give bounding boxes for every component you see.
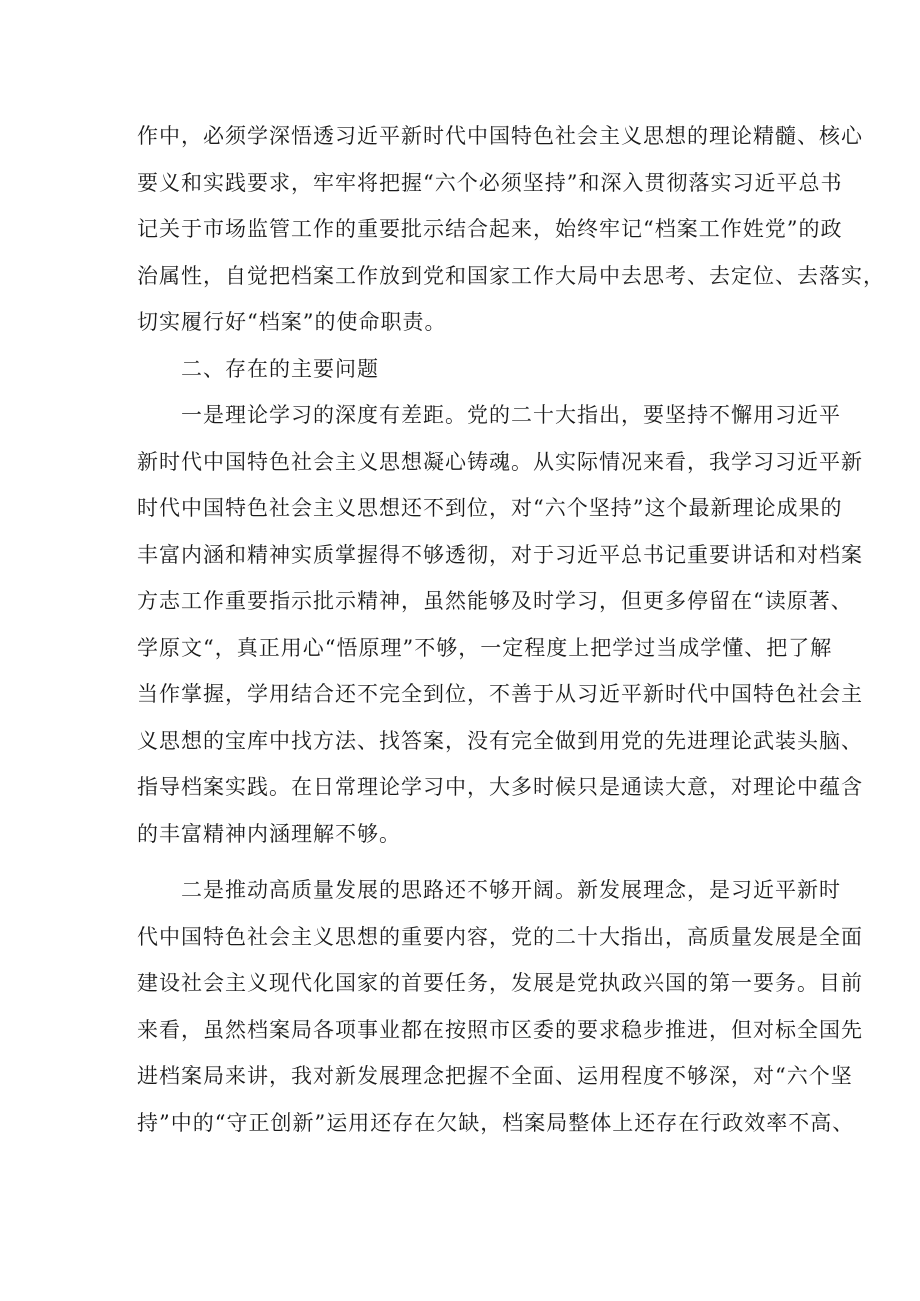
text-line: 持”中的“守正创新”运用还存在欠缺，档案局整体上还存在行政效率不高、	[137, 1110, 855, 1135]
text-line: 二是推动高质量发展的思路还不够开阔。新发展理念，是习近平新时	[181, 878, 841, 902]
text-line: 要义和实践要求，牢牢将把握“六个必须坚持”和深入贯彻落实习近平总书	[137, 170, 843, 195]
text-line: 切实履行好“档案”的使命职责。	[137, 310, 447, 334]
text-line: 学原文“，真正用心“悟原理”不够，一定程度上把学过当成学懂、把了解	[137, 635, 833, 660]
text-line: 建设社会主义现代化国家的首要任务，发展是党执政兴国的第一要务。目前	[137, 971, 863, 995]
text-line: 指导档案实践。在日常理论学习中，大多时候只是通读大意，对理论中蕴含	[137, 775, 863, 799]
text-line: 当作掌握，学用结合还不完全到位，不善于从习近平新时代中国特色社会主	[137, 682, 863, 706]
text-line: 丰富内涵和精神实质掌握得不够透彻，对于习近平总书记重要讲话和对档案	[137, 542, 863, 567]
text-line: 记关于市场监管工作的重要批示结合起来，始终牢记“档案工作姓党”的政	[137, 217, 843, 241]
document-body	[137, 113, 885, 1146]
text-line: 义思想的宝库中找方法、找答案，没有完全做到用党的先进理论武装头脑、	[137, 728, 863, 753]
section-heading: 二、存在的主要问题	[181, 356, 379, 381]
text-line: 作中，必须学深悟透习近平新时代中国特色社会主义思想的理论精髓、核心	[137, 124, 863, 148]
paragraph-high-quality-development	[137, 867, 863, 1146]
paragraph-continuation	[137, 113, 885, 346]
text-line: 时代中国特色社会主义思想还不到位，对“六个坚持”这个最新理论成果的	[137, 496, 843, 520]
text-line: 方志工作重要指示批示精神，虽然能够及时学习，但更多停留在“读原著、	[137, 589, 853, 613]
text-line: 治属性，自觉把档案工作放到党和国家工作大局中去思考、去定位、去落实，	[137, 263, 885, 288]
paragraph-spacer	[137, 857, 797, 867]
text-line: 一是理论学习的深度有差距。党的二十大指出，要坚持不懈用习近平	[181, 403, 841, 427]
paragraph-theory-study	[137, 392, 863, 857]
text-line: 的丰富精神内涵理解不够。	[137, 821, 401, 846]
text-line: 来看，虽然档案局各项事业都在按照市区委的要求稳步推进，但对标全国先	[137, 1017, 863, 1042]
text-line: 代中国特色社会主义思想的重要内容，党的二十大指出，高质量发展是全面	[137, 924, 863, 949]
text-line: 进档案局来讲，我对新发展理念把握不全面、运用程度不够深，对“六个坚	[137, 1064, 853, 1088]
text-line: 新时代中国特色社会主义思想凝心铸魂。从实际情况来看，我学习习近平新	[137, 449, 863, 474]
